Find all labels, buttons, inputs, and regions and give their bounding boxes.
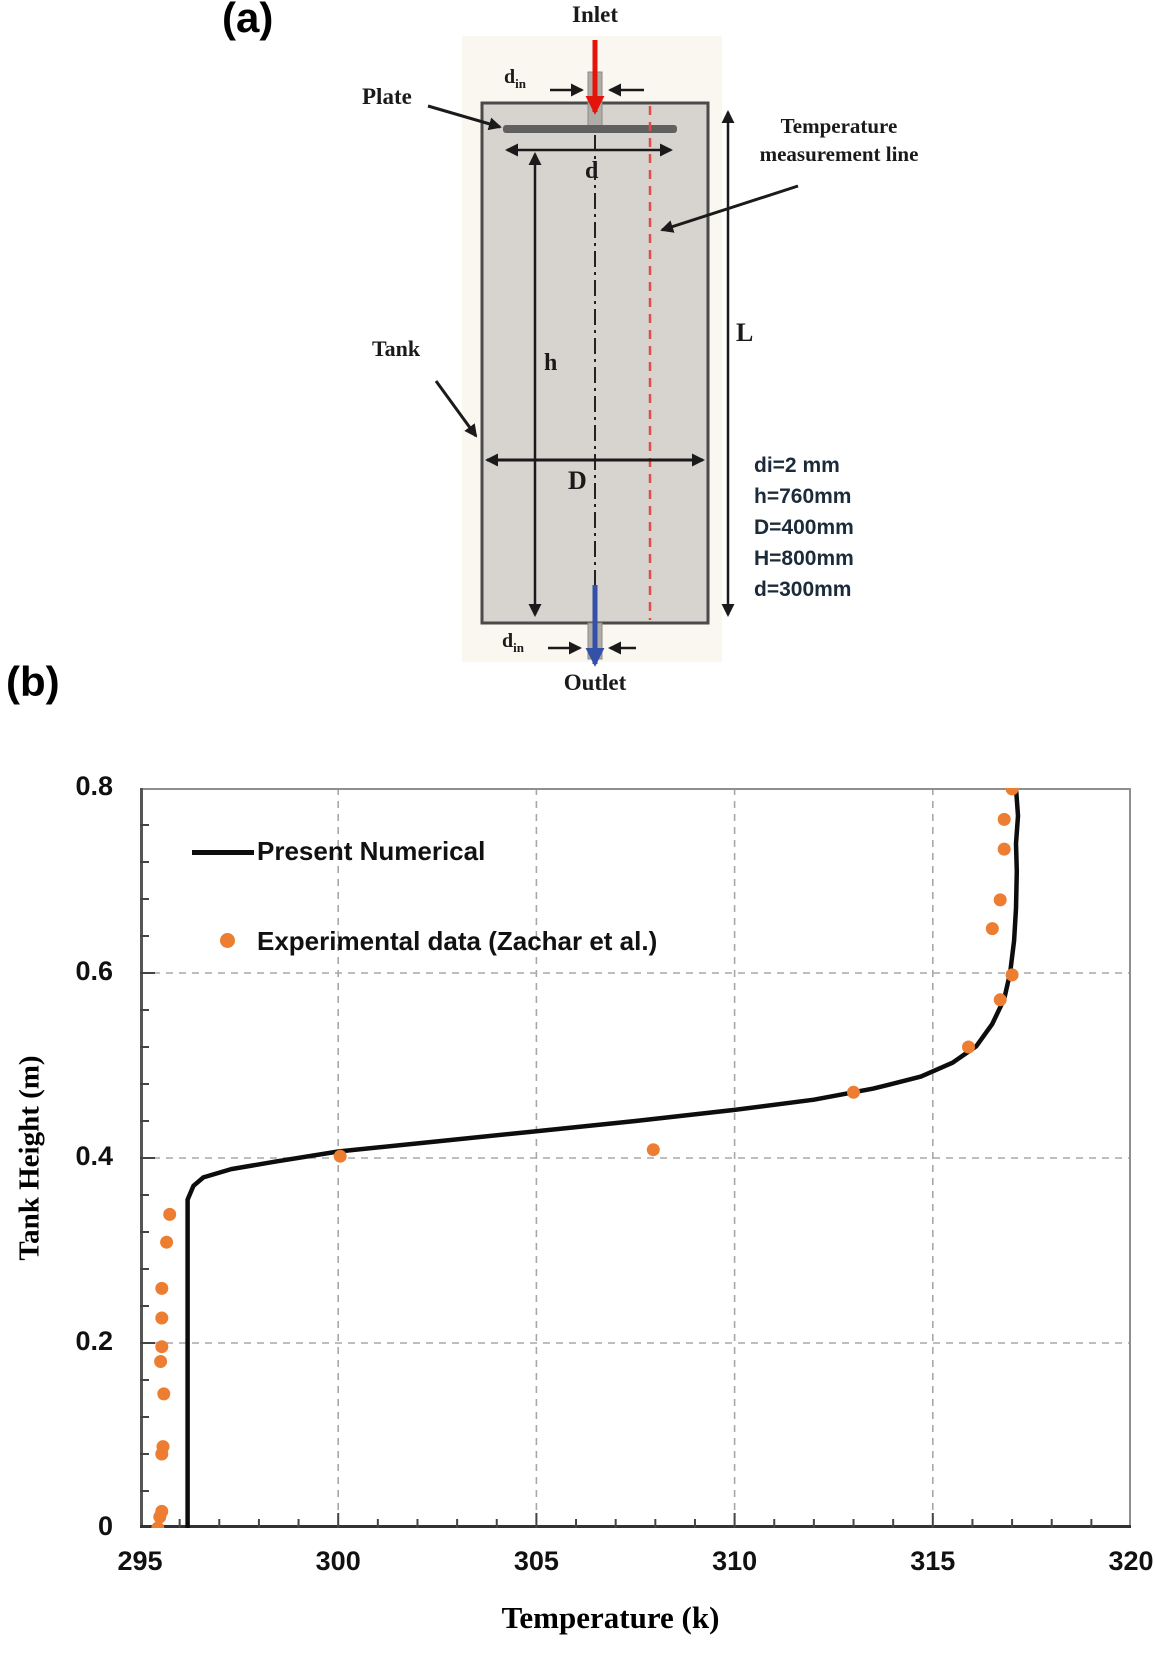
dimension-line: di=2 mm [754, 454, 840, 477]
y-tick-label: 0.4 [75, 1141, 113, 1171]
legend-dot-sample [220, 933, 235, 948]
x-tick-label: 310 [712, 1546, 758, 1576]
legend-label-experimental: Experimental data (Zachar et al.) [257, 926, 658, 956]
experimental-data-point [160, 1236, 173, 1249]
din-top-sub: in [515, 76, 526, 91]
dimension-text-block [754, 450, 854, 605]
dimension-line: h=760mm [754, 485, 852, 508]
experimental-data-point [157, 1440, 170, 1453]
experimental-data-point [157, 1387, 170, 1400]
experimental-data-point [647, 1143, 660, 1156]
temp-label-line2: measurement line [759, 142, 919, 166]
x-tick-label: 300 [315, 1546, 361, 1576]
y-axis-title: Tank Height (m) [13, 1055, 46, 1261]
din-top-main: d [504, 66, 516, 88]
dimension-line: d=300mm [754, 578, 852, 601]
y-tick-label: 0.6 [75, 956, 113, 986]
experimental-data-point [163, 1208, 176, 1221]
experimental-data-point [962, 1041, 975, 1054]
x-tick-label: 320 [1108, 1546, 1154, 1576]
experimental-data-point [154, 1355, 167, 1368]
experimental-data-point [155, 1505, 168, 1518]
plate-label: Plate [362, 84, 412, 109]
temp-label-line1: Temperature [780, 114, 898, 138]
h-label: h [544, 350, 558, 376]
panel-a-label: (a) [222, 0, 274, 41]
y-tick-label: 0.2 [75, 1326, 113, 1356]
dimension-line: H=800mm [754, 547, 854, 570]
panel-b-label: (b) [6, 658, 60, 705]
experimental-data-point [994, 893, 1007, 906]
tank-label: Tank [372, 336, 421, 361]
experimental-data-point [155, 1312, 168, 1325]
experimental-data-point [334, 1150, 347, 1163]
D-label: D [568, 466, 587, 495]
experimental-data-point [155, 1282, 168, 1295]
inlet-label: Inlet [572, 2, 618, 27]
L-label: L [736, 318, 754, 347]
dimension-line: D=400mm [754, 516, 854, 539]
legend-line-sample [192, 850, 254, 855]
y-tick-label: 0.8 [75, 771, 113, 801]
experimental-data-point [847, 1086, 860, 1099]
din-bottom-main: d [502, 630, 514, 652]
experimental-data-point [1006, 968, 1019, 981]
x-axis-title: Temperature (k) [501, 1600, 720, 1635]
experimental-data-point [986, 922, 999, 935]
chart-canvas [140, 788, 1131, 1528]
y-tick-label: 0 [97, 1511, 113, 1541]
experimental-data-point [998, 843, 1011, 856]
din-bottom-label [502, 630, 524, 656]
temp-measurement-label [730, 112, 948, 168]
x-tick-label: 315 [910, 1546, 956, 1576]
x-tick-label: 305 [513, 1546, 559, 1576]
din-bottom-sub: in [513, 640, 524, 655]
d-label: d [585, 158, 599, 184]
outlet-label: Outlet [563, 670, 627, 695]
din-top-label [504, 66, 526, 92]
tank-schematic [0, 0, 1155, 710]
experimental-data-point [998, 813, 1011, 826]
legend-label-numerical: Present Numerical [257, 836, 486, 866]
experimental-data-point [994, 993, 1007, 1006]
plot-area [140, 788, 1131, 1528]
x-tick-label: 295 [117, 1546, 163, 1576]
experimental-data-point [155, 1340, 168, 1353]
